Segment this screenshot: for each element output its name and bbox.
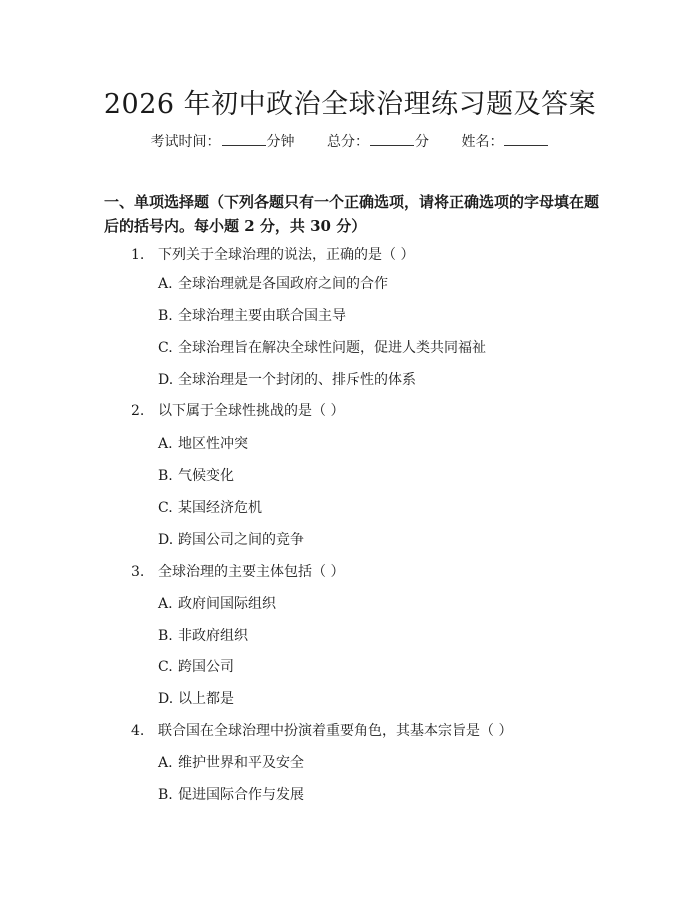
exam-time-label: 考试时间： bbox=[150, 134, 221, 150]
option-letter: A. bbox=[158, 755, 173, 771]
question-1-option-a bbox=[158, 274, 388, 294]
option-letter: C. bbox=[158, 340, 173, 356]
total-score-unit: 分 bbox=[415, 134, 429, 150]
exam-meta bbox=[0, 131, 700, 151]
name-field bbox=[461, 134, 549, 150]
question-number: 4. bbox=[131, 723, 145, 739]
question-1-option-d bbox=[158, 370, 416, 390]
question-1-option-c bbox=[158, 338, 486, 358]
exam-time-field bbox=[151, 134, 295, 150]
option-text: 全球治理就是各国政府之间的合作 bbox=[178, 276, 388, 292]
question-2-option-d bbox=[158, 530, 304, 550]
name-blank bbox=[504, 133, 548, 146]
option-letter: C. bbox=[158, 659, 173, 675]
option-letter: D. bbox=[158, 372, 174, 388]
option-text: 全球治理旨在解决全球性问题，促进人类共同福祉 bbox=[178, 340, 486, 356]
total-score-blank bbox=[370, 133, 414, 146]
question-text: 全球治理的主要主体包括（ ） bbox=[158, 564, 345, 580]
option-text: 政府间国际组织 bbox=[178, 596, 276, 612]
question-text: 以下属于全球性挑战的是（ ） bbox=[158, 403, 345, 419]
option-text: 非政府组织 bbox=[178, 628, 248, 644]
question-3-option-a bbox=[158, 594, 276, 614]
question-2-option-a bbox=[158, 434, 248, 454]
option-letter: A. bbox=[158, 436, 173, 452]
name-label: 姓名： bbox=[461, 134, 504, 150]
option-letter: B. bbox=[158, 628, 173, 644]
option-letter: B. bbox=[158, 468, 173, 484]
option-text: 跨国公司 bbox=[178, 659, 234, 675]
option-letter: D. bbox=[158, 532, 174, 548]
question-4-option-a bbox=[158, 753, 304, 773]
option-text: 促进国际合作与发展 bbox=[178, 787, 304, 803]
question-number: 2. bbox=[131, 403, 145, 419]
option-letter: A. bbox=[158, 276, 173, 292]
question-3-option-d bbox=[158, 689, 234, 709]
question-text: 联合国在全球治理中扮演着重要角色，其基本宗旨是（ ） bbox=[158, 723, 513, 739]
option-text: 地区性冲突 bbox=[178, 436, 248, 452]
question-text: 下列关于全球治理的说法，正确的是（ ） bbox=[158, 247, 415, 263]
question-2 bbox=[131, 401, 344, 421]
question-2-option-c bbox=[158, 498, 262, 518]
question-3-option-b bbox=[158, 626, 248, 646]
exam-time-blank bbox=[222, 133, 266, 146]
exam-time-unit: 分钟 bbox=[266, 134, 295, 150]
option-letter: B. bbox=[158, 308, 173, 324]
option-letter: A. bbox=[158, 596, 173, 612]
option-letter: C. bbox=[158, 500, 173, 516]
option-text: 某国经济危机 bbox=[178, 500, 262, 516]
page-title: 2026 年初中政治全球治理练习题及答案 bbox=[103, 89, 597, 120]
question-number: 1. bbox=[131, 247, 145, 263]
option-letter: D. bbox=[158, 691, 174, 707]
question-4 bbox=[131, 721, 512, 741]
question-2-option-b bbox=[158, 466, 234, 486]
option-text: 以上都是 bbox=[178, 691, 234, 707]
total-score-label: 总分： bbox=[327, 134, 369, 150]
option-text: 跨国公司之间的竞争 bbox=[178, 532, 304, 548]
total-score-field bbox=[327, 134, 429, 150]
question-1 bbox=[131, 245, 414, 265]
option-text: 气候变化 bbox=[178, 468, 234, 484]
option-letter: B. bbox=[158, 787, 173, 803]
question-1-option-b bbox=[158, 306, 346, 326]
option-text: 维护世界和平及安全 bbox=[178, 755, 304, 771]
section-heading: 一、单项选择题（下列各题只有一个正确选项，请将正确选项的字母填在题后的括号内。每小题 2 分，共 30 分） bbox=[104, 193, 600, 235]
question-3 bbox=[131, 562, 344, 582]
question-4-option-b bbox=[158, 785, 304, 805]
question-number: 3. bbox=[131, 564, 145, 580]
option-text: 全球治理是一个封闭的、排斥性的体系 bbox=[178, 372, 416, 388]
question-3-option-c bbox=[158, 657, 234, 677]
option-text: 全球治理主要由联合国主导 bbox=[178, 308, 346, 324]
